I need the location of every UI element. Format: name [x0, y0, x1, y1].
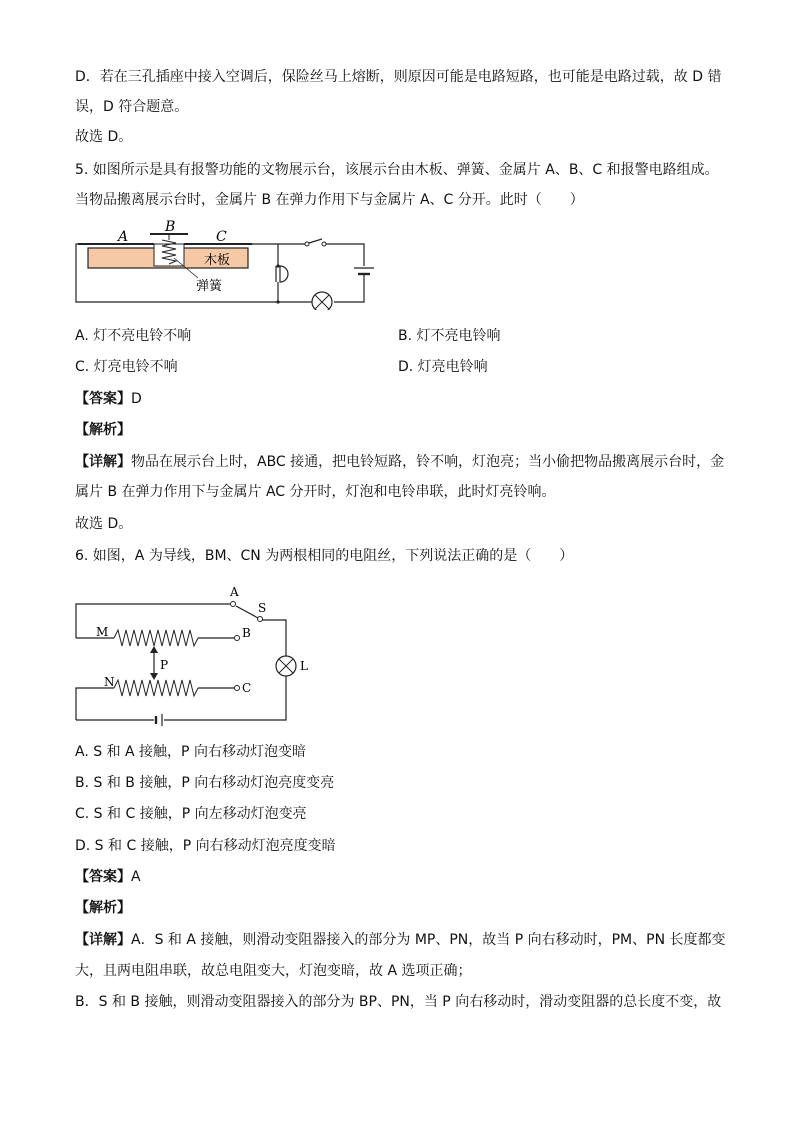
- detail-text: 物品在展示台上时，ABC 接通，把电铃短路，铃不响，灯泡亮；当小偷把物品搬离展示台时，金: [131, 454, 725, 470]
- label-n: N: [104, 675, 115, 689]
- option-5a: A. 灯不亮电铃不响: [75, 328, 192, 344]
- label-m: M: [96, 625, 109, 639]
- answer-tag: 【答案】: [75, 869, 131, 885]
- question-6-stem: 6. 如图，A 为导线，BM、CN 为两根相同的电阻丝，下列说法正确的是（ ）: [75, 548, 574, 564]
- terminal-b: [235, 636, 240, 641]
- answer-5: [75, 389, 725, 409]
- analysis-5: 【解析】: [75, 422, 131, 438]
- question-5-stem: 5. 如图所示是具有报警功能的文物展示台，该展示台由木板、弹簧、金属片 A、B、C 和报警电路组成。: [75, 162, 719, 178]
- label-c: C: [242, 681, 252, 695]
- detail-5-continued: 属片 B 在弹力作用下与金属片 AC 分开时，灯泡和电铃串联，此时灯亮铃响。: [75, 484, 556, 500]
- detail-text: A．S 和 A 接触，则滑动变阻器接入的部分为 MP、PN，故当 P 向右移动时，PM、PN 长度都变: [131, 932, 726, 948]
- bell: [280, 266, 288, 282]
- answer-6: [75, 867, 725, 887]
- question-5-stem-continued: 当物品搬离展示台时，金属片 B 在弹力作用下与金属片 A、C 分开。此时（ ）: [75, 192, 584, 208]
- option-6a: A. S 和 A 接触，P 向右移动灯泡变暗: [75, 744, 306, 760]
- label-s: S: [258, 601, 267, 615]
- label-p: P: [160, 658, 169, 672]
- label-c: C: [216, 229, 227, 245]
- text-line: 误，D 符合题意。: [75, 99, 189, 115]
- option-5c: C. 灯亮电铃不响: [75, 359, 178, 375]
- figure-5-alarm-display-circuit: [70, 218, 390, 310]
- detail-6-option-b: B．S 和 B 接触，则滑动变阻器接入的部分为 BP、PN，当 P 向右移动时，滑动变阻器的总长度不变，故: [75, 994, 722, 1010]
- option-5b: B. 灯不亮电铃响: [398, 328, 501, 344]
- option-5d: D. 灯亮电铃响: [398, 359, 488, 375]
- option-6d: D. S 和 C 接触，P 向右移动灯泡亮度变暗: [75, 838, 336, 854]
- label-spring: 弹簧: [196, 279, 223, 294]
- detail-tag: 【详解】: [75, 454, 131, 470]
- answer-value: D: [131, 391, 142, 407]
- answer-value: A: [131, 869, 141, 885]
- option-6c: C. S 和 C 接触，P 向左移动灯泡变亮: [75, 806, 307, 822]
- label-l: L: [300, 659, 308, 673]
- analysis-6: 【解析】: [75, 900, 131, 916]
- label-a: A: [118, 229, 129, 245]
- detail-tag: 【详解】: [75, 932, 131, 948]
- option-6b: B. S 和 B 接触，P 向右移动灯泡亮度变亮: [75, 775, 335, 791]
- text-line: 故选 D。: [75, 129, 133, 145]
- answer-tag: 【答案】: [75, 391, 131, 407]
- resistor-bm: [114, 630, 198, 646]
- switch: [309, 239, 322, 243]
- detail-6-continued: 大，且两电阻串联，故总电阻变大，灯泡变暗，故 A 选项正确；: [75, 963, 472, 979]
- figure-6-rheostat-circuit: [70, 582, 330, 727]
- text-line: D．若在三孔插座中接入空调后，保险丝马上熔断，则原因可能是电路短路，也可能是电路过载，故 D 错: [75, 69, 722, 85]
- detail-6: [75, 930, 725, 950]
- label-b: B: [165, 219, 176, 235]
- switch-s: [236, 606, 258, 618]
- terminal-c: [235, 686, 240, 691]
- resistor-cn: [114, 680, 198, 696]
- label-b: B: [242, 626, 251, 640]
- choose-5: 故选 D。: [75, 516, 133, 532]
- label-board: 木板: [204, 253, 231, 268]
- label-a: A: [230, 585, 239, 599]
- detail-5: [75, 452, 725, 472]
- terminal-a: [231, 602, 236, 607]
- lamp: [312, 292, 332, 310]
